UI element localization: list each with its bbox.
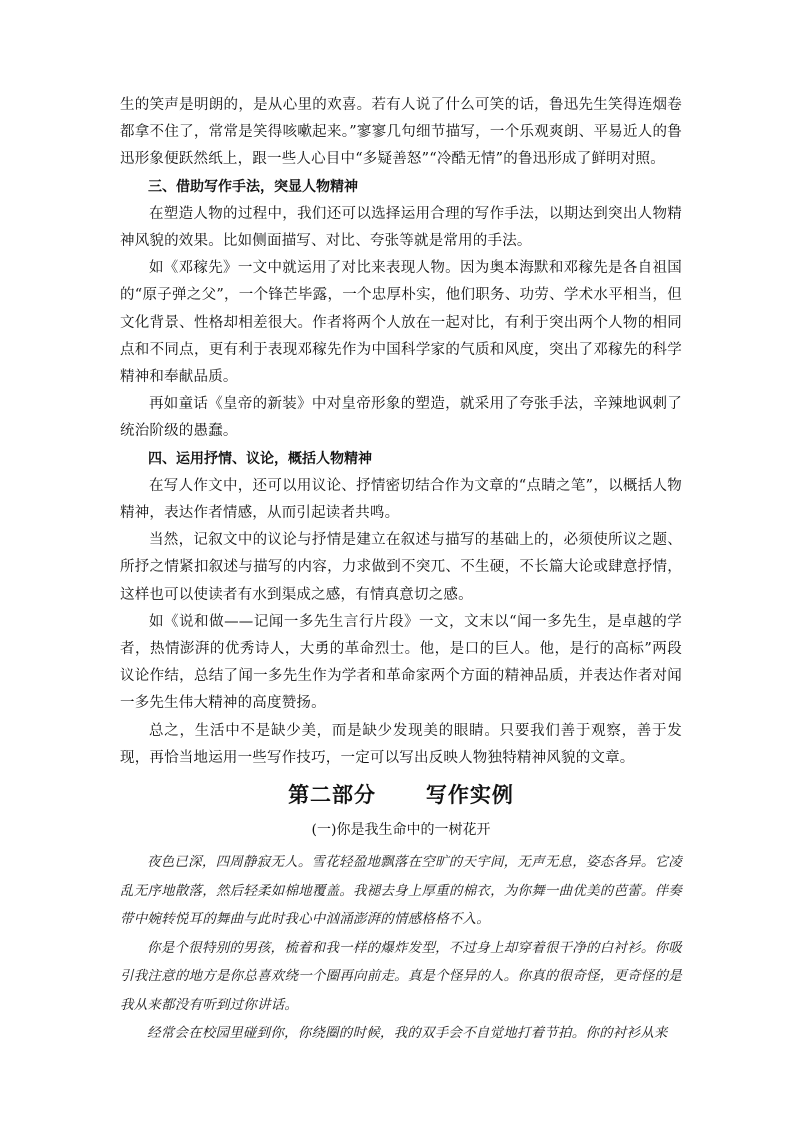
heading-section-3: 三、借助写作手法，突显人物精神 (148, 178, 358, 195)
paragraph-writing-techniques: 在塑造人物的过程中，我们还可以选择运用合理的写作手法，以期达到突出人物精神风貌的效果。比如侧面描写、对比、夸张等就是常用的手法。 (120, 205, 682, 250)
part-two-title: 第二部分 写作实例 (288, 783, 514, 808)
paragraph-emperor-new-clothes: 再如童话《皇帝的新装》中对皇帝形象的塑造，就采用了夸张手法，辛辣地讽刺了统治阶级的愚蠢。 (120, 396, 682, 440)
paragraph-finishing-touch: 在写人作文中，还可以用议论、抒情密切结合作为文章的“点睛之笔”，以概括人物精神，表达作者情感，从而引起读者共鸣。 (120, 477, 682, 522)
document-page (120, 92, 682, 1048)
heading-section-4: 四、运用抒情、议论，概括人物精神 (148, 450, 372, 467)
paragraph-summary: 总之，生活中不是缺少美，而是缺少发现美的眼睛。只要我们善于观察，善于发现，再恰当地运用一些写作技巧，一定可以写出反映人物独特精神风貌的文章。 (120, 722, 682, 766)
paragraph-deng-jiaxian: 如《邓稼先》一文中就运用了对比来表现人物。因为奥本海默和邓稼先是各自祖国的“原子弹之父”，一个锋芒毕露，一个忠厚朴实，他们职务、功劳、学术水平相当，但文化背景、性格却相差很大。作者将两个人放在一起对比，有利于突出两个人物的相同点和不同点，更有利于表现邓稼先作为中国科学家的气质和风度，突出了邓稼先的科学精神和奉献品质。 (120, 260, 682, 386)
paragraph-lu-xun-continued: 生的笑声是明朗的，是从心里的欢喜。若有人说了什么可笑的话，鲁迅先生笑得连烟卷都拿不住了，常常是笑得咳嗽起来。”寥寥几句细节描写，一个乐观爽朗、平易近人的鲁迅形象便跃然纸上，跟一些人心目中“多疑善怒”“冷酷无情”的鲁迅形成了鲜明对照。 (120, 97, 682, 168)
paragraph-wen-yiduo: 如《说和做——记闻一多先生言行片段》一文，文末以“闻一多先生，是卓越的学者，热情澎湃的优秀诗人，大勇的革命烈士。他，是口的巨人。他，是行的高标”两段议论作结，总结了闻一多先生作为学者和革命家两个方面的精神品质，并表达作者对闻一多先生伟大精神的高度赞扬。 (120, 613, 682, 712)
essay-paragraph-1: 夜色已深，四周静寂无人。雪花轻盈地飘落在空旷的天宇间，无声无息，姿态各异。它凌乱无序地散落，然后轻柔如棉地覆盖。我褪去身上厚重的棉衣，为你舞一曲优美的芭蕾。伴奏带中婉转悦耳的舞曲与此时我心中汹涌澎湃的情感格格不入。 (120, 854, 682, 928)
essay-title: (一)你是我生命中的一树花开 (311, 822, 491, 839)
paragraph-narration-lyric: 当然，记叙文中的议论与抒情是建立在叙述与描写的基础上的，必须使所议之题、所抒之情紧扣叙述与描写的内容，力求做到不突兀、不生硬，不长篇大论或肆意抒情，这样也可以使读者有水到渠成之感，有情真意切之感。 (120, 532, 682, 603)
essay-paragraph-2: 你是个很特别的男孩，梳着和我一样的爆炸发型，不过身上却穿着很干净的白衬衫。你吸引我注意的地方是你总喜欢绕一个圈再向前走。真是个怪异的人。你真的很奇怪，更奇怪的是我从来都没有听到过你讲话。 (120, 939, 682, 1013)
essay-paragraph-3: 经常会在校园里碰到你，你绕圈的时候，我的双手会不自觉地打着节拍。你的衬衫从来 (147, 1025, 668, 1042)
essay-body (120, 848, 682, 1048)
